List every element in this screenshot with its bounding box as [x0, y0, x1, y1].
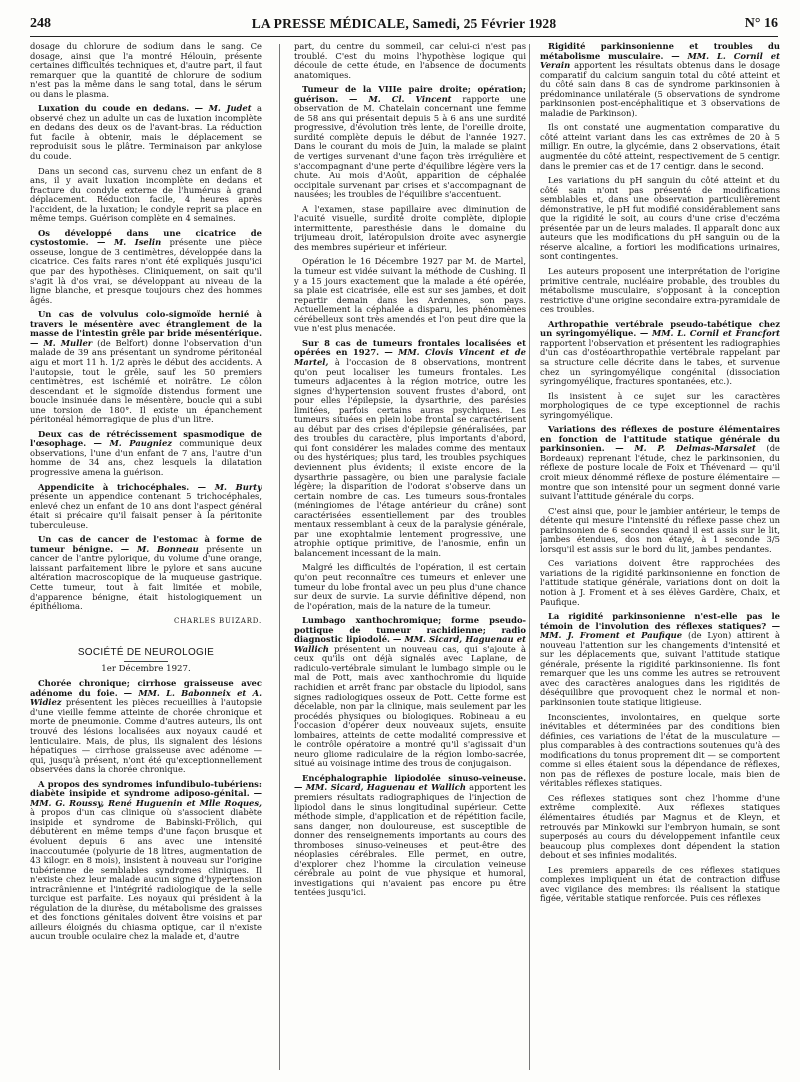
- article-author: — MM. Sicard, Haguenau et Wallich: [294, 782, 466, 793]
- article-paragraph: Malgré les difficultés de l'opération, il est certain qu'on peut reconnaître ces tumeurs et enlever une tumeur du lobe frontal avec un peu plus d'une chance sur deux de survie. La survie définitive dépend, non de l'opération, mais de la nature de la tumeur.: [294, 562, 526, 611]
- article-continuation: part, du centre du sommeil, car celui-ci n'est pas troublé. C'est du moins l'hypothèse logique qui découle de cette étude, en l'absence de documents anatomiques.: [294, 42, 526, 80]
- article-reflexes-posture: [540, 425, 780, 501]
- article-body: à propos d'un cas clinique où s'associent diabète insipide et syndrome de Babinski-Frölich, qui débutèrent en même temps d'une façon brusque et évoluent depuis 6 ans avec une intensité inaccoutumée (polyurie de 18 litres, augmentation de 43 kilogr. en 8 mois), insistent à nouveau sur l'origine tubérienne de semblables syndromes cliniques. Il n'existe chez leur malade aucun signe d'hypertension intracrânienne et l'intégrité radiologique de la selle turcique est parfaite. Les noyaux qui président à la régulation de la diurèse, du métabolisme des graisses et des fonctions génitales doivent être voisins et par ailleurs éloignés du chiasma optique, car il n'existe aucun trouble oculaire chez la malade et, d'autre: [30, 807, 262, 942]
- column-middle: [294, 42, 526, 1072]
- article-author: — M. Iselin: [96, 237, 162, 248]
- article-author: — MM. L. Babonneix et A. Widiez: [30, 687, 262, 708]
- article-author: — M. Paugniez: [93, 438, 173, 449]
- article-rigidite-reflexes: [540, 612, 780, 707]
- article-paragraph: Opération le 16 Décembre 1927 par M. de Martel, la tumeur est vidée suivant la méthode de Cushing. Il y a 15 jours exactement que la malade a été opérée, sa plaie est cicatrisée, elle est sur ses jambes, et doit repartir demain dans les Ardennes, son pays. Actuellement la céphalée a disparu, les phénomènes cérébelleux sont très amendés et l'on peut dire que la vue n'est plus menacée.: [294, 256, 526, 334]
- article-arthropathie: [540, 320, 780, 387]
- article-os-cicatrice: [30, 229, 262, 305]
- article-cancer-estomac: [30, 535, 262, 611]
- article-author: — MM. L. Cornil et Verain: [540, 50, 780, 71]
- article-paragraph: C'est ainsi que, pour le jambier antérieur, le temps de détente qui mesure l'intensité du réflexe passe chez un parkinsonien de 6 secondes quand il est assis sur le lit, jambes étendues, dos non étayé, à 1 seconde 3/5 lorsqu'il est assis sur le bord du lit, jambes pendantes.: [540, 505, 780, 554]
- article-heading: Luxation du coude en dedans.: [38, 103, 190, 114]
- column-right: [540, 42, 780, 1072]
- article-body: présentent un nouveau cas, qui s'ajoute à ceux qu'ils ont déjà signalés avec Laplane, de radiculo-vertébrale simulant le lumbago simple ou le mal de Pott, mais avec xanthochromie du liquide rachidien et arrêt franc par obstacle du lipiodol, sans signes radiologiques osseux de Pott. Cette forme est décelable, non par la clinique, mais seulement par les procédés physiques ou biologiques. Robineau a eu l'occasion d'opérer deux nouveaux sujets, ensuite lombaires, atteints de cette modalité compressive et le contrôle opératoire a montré qu'il s'agissait d'un neuro gliome radiculaire de la région lombo-sacrée, situé au voisinage intime des trous de conjugaison.: [294, 643, 526, 769]
- article-body: présentent les pièces recueillies à l'autopsie d'une vieille femme atteinte de chorée chronique et morte de pneumonie. Comme d'autres auteurs, ils ont trouvé des lésions localisées aux noyaux caudé et lenticulaire. Mais, de plus, ils signalent des lésions hépatiques — cirrhose graisseuse avec adénome — qui, jusqu'à présent, n'ont été qu'exceptionnellement observées dans la chorée chronique.: [30, 697, 262, 775]
- column-divider: [279, 44, 280, 1070]
- page-header: [30, 14, 778, 37]
- article-paragraph: Ils insistent à ce sujet sur les caractères morphologiques de ce type exceptionnel de rachis syringomyélique.: [540, 390, 780, 420]
- article-author: — MM. J. Froment et Paufique: [540, 620, 780, 641]
- article-body: a observé chez un adulte un cas de luxation incomplète en dedans des deux os de l'avant-bras. La réduction fut facile à obtenir, mais le déplacement se reproduisit sous le plâtre. Terminaison par ankylose du coude.: [30, 103, 262, 162]
- article-heading: Rigidité parkinsonienne et troubles du métabolisme musculaire.: [540, 42, 780, 61]
- report-signature: CHARLES BUIZARD.: [174, 616, 262, 625]
- article-paragraph: Dans un second cas, survenu chez un enfant de 8 ans, il y avait luxation incomplète en dedans et fracture du condyle externe de l'humérus à grand déplacement. Réduction facile, 4 heures après l'accident, de la luxation; le condyle reprit sa place en même temps. Guérison complète en 4 semaines.: [30, 165, 262, 224]
- article-lumbago: [294, 616, 526, 769]
- article-author: — M. Burty: [197, 481, 262, 492]
- article-body: apportent les résultats obtenus dans le dosage comparatif du calcium sanguin total du côté atteint et du côté sain dans 8 cas de syndrome parkinsonien à prédominance unilatérale (5 observations de syndrome parkinsonien post-encéphalitique et 3 observations de maladie de Parkinson).: [540, 60, 780, 118]
- article-heading: Un cas de volvulus colo-sigmoïde hernié à travers le mésentère avec étranglement de la masse de l'intestin grêle par bride mésentérique.: [30, 309, 262, 339]
- article-luxation-coude: [30, 104, 262, 161]
- article-paragraph: Inconscientes, involontaires, en quelque sorte inévitables et déterminées par des conditions bien définies, ces variations de l'état de la musculature — plus comparables à des contractions soutenues qu'à des modifications du tonus proprement dit — se comportent comme si elles étaient sous la dépendance de réflexes, non pas de réflexes de posture locale, mais bien de véritables réflexes statiques.: [540, 711, 780, 789]
- article-body: rapportent l'observation et présentent les radiographies d'un cas d'ostéoarthropathie vertébrale rappelant par sa structure celle décrite dans le tabes, et survenue chez un syringomyélique congénital (dissociation syringomyélique, fractures spontanées, etc.).: [540, 337, 780, 387]
- article-body: communique deux observations, l'une d'un enfant de 7 ans, l'autre d'un homme de 34 ans, chez lesquels la dilatation progressive amena la guérison.: [30, 438, 262, 477]
- article-heading: Lumbago xanthochromique; forme pseudo-pottique de tumeur rachidienne; radio diagnostic lipiodolé.: [294, 615, 526, 645]
- article-body: à l'occasion de 8 observations, montrent qu'on peut localiser les tumeurs frontales. Les tumeurs adjacentes à la région motrice, outre les signes d'hypertension souvent frustes d'abord, ont pour elles l'épilepsie, la dysarthrie, des parésies limitées, parfois certains auras psychiques. Les tumeurs situées en plein lobe frontal se caractérisent au début par des crises d'épilepsie généralisées, par des troubles du caractère, plus importants d'abord, qui font considérer les malades comme des mentaux ou des hystériques; plus tard, les troubles psychiques deviennent plus évidents; il existe encore de la dysarthrie passagère, ou bien une paralysie faciale légère; la disparition de l'odorat s'observe dans un certain nombre de cas. Les tumeurs sous-frontales (méningiomes de l'étage antérieur du crâne) sont caractérisées essentiellement par des troubles mentaux ressemblant à ceux de la paralysie générale, par une exophtalmie lentement progressive, une atrophie optique primitive, de l'anosmie, enfin un balancement incessant de la main.: [294, 356, 526, 558]
- article-heading: Un cas de cancer de l'estomac à forme de tumeur bénigne.: [30, 534, 262, 554]
- article-author: — MM. L. Cornil et Francfort: [639, 328, 780, 339]
- article-body: présente un cancer de l'antre pylorique, du volume d'une orange, laissant parfaitement libre le pylore et sans aucune altération macroscopique de la muqueuse gastrique. Cette tumeur, tout à fait limitée et mobile, d'apparence bénigne, était histologiquement un épithélioma.: [30, 543, 262, 612]
- article-heading: Chorée chronique; cirrhose graisseuse avec adénome du foie.: [30, 678, 262, 698]
- article-author: — M. Judet: [194, 103, 252, 114]
- article-appendicite: [30, 483, 262, 531]
- article-heading: A propos des syndromes infundibulo-tubériens: diabète insipide et syndrome adiposo-génital.: [30, 778, 262, 799]
- article-tumeur-viii: [294, 85, 526, 200]
- article-heading: Sur 8 cas de tumeurs frontales localisées et opérées en 1927.: [294, 337, 526, 358]
- article-infundibulo: [30, 780, 262, 942]
- article-body: (de Belfort) donne l'observation d'un malade de 39 ans présentant un syndrome péritonéal aigu et mort 11 h. 1/2 après le début des accidents. A l'autopsie, tout le grêle, sauf les 50 premiers centimètres, est ischémié et noirâtre. Le côlon descendant et le sigmoïde distendus forment une boucle insinuée dans le mésentère, boucle qui a subi une torsion de 180°. Il existe un épanchement péritonéal hémorragique de plus d'un litre.: [30, 337, 262, 425]
- article-heading: Os développé dans une cicatrice de cystostomie.: [30, 227, 262, 248]
- article-author: — M. Muller: [30, 337, 93, 348]
- article-author: — MM. Sicard, Haguenau et Wallich: [294, 634, 526, 654]
- article-author: — MM. G. Roussy, René Huguenin et Mlle Roques,: [30, 788, 262, 808]
- society-heading: SOCIÉTÉ DE NEUROLOGIE: [77, 647, 215, 659]
- article-paragraph: Ces variations doivent être rapprochées des variations de la rigidité parkinsonienne en fonction de l'attitude statique générale, variations dont on doit la notion à J. Froment et à ses élèves Gardère, Chaix, et Paufique.: [540, 558, 780, 607]
- article-heading: Appendicite à trichocéphales.: [38, 481, 190, 492]
- page-number: 248: [30, 16, 51, 31]
- article-paragraph: A l'examen, stase papillaire avec diminution de l'acuité visuelle, surdité droite complète, diplopie intermittente, paresthésie dans le domaine du trijumeau droit, latéropulsion droite avec asynergie des membres supérieur et inférieur.: [294, 203, 526, 252]
- article-body: (de Bordeaux) reprenant l'étude, chez le parkinsonien, du réflexe de posture locale de Foix et Thévenard — qu'il croit mieux dénommé réflexe de posture élémentaire — montre que son intensité pour un segment donné varie suivant l'attitude générale du corps.: [540, 443, 780, 502]
- article-author: — M. P. Delmas-Marsalet: [615, 443, 756, 454]
- article-tumeurs-frontales: [294, 339, 526, 559]
- article-oesophage: [30, 430, 262, 478]
- article-paragraph: Les auteurs proposent une interprétation de l'origine primitive centrale, nucléaire probable, des troubles du métabolisme musculaire, s'opposant à la conception restrictive d'une origine secondaire extra-pyramidale de ces troubles.: [540, 266, 780, 315]
- article-paragraph: Les variations du pH sanguin du côté atteint et du côté sain n'ont pas présenté de modifications semblables et, dans une observation particulièrement démonstrative, le pH fut modifié considérablement sans que la rigidité le soit, au cours d'une crise d'eczéma présentée par un de leurs malades. Il apparaît donc aux auteurs que les modifications du pH sanguin ou de la réserve alcaline, a fortiori les modifications urinaires, sont contingentes.: [540, 175, 780, 262]
- article-author: — M. Cl. Vincent: [349, 93, 452, 104]
- article-body: (de Lyon) attirent à nouveau l'attention sur les changements d'intensité et sur les déplacements que, suivant l'attitude statique générale, présente la rigidité parkinsonienne. Ils font remarquer que les uns comme les autres se retrouvent avec des caractères analogues dans les rigidités de déséquilibre que provoquent chez le normal et non-parkinsonien toute statique litigieuse.: [540, 630, 780, 707]
- article-body: présente un appendice contenant 5 trichocéphales, enlevé chez un enfant de 10 ans dont l'aspect général était si précaire qu'il faisait penser à la péritonite tuberculeuse.: [30, 491, 262, 530]
- column-left: [30, 42, 262, 1072]
- article-heading: Tumeur de la VIIIe paire droite; opération; guérison.: [294, 84, 526, 104]
- session-date: 1er Décembre 1927.: [101, 663, 191, 674]
- article-heading: Encéphalographie lipiodolée sinuso-veineuse.: [302, 772, 526, 783]
- article-author: — M. Bonneau: [120, 543, 199, 554]
- article-paragraph: Les premiers appareils de ces réflexes statiques complexes impliquent un état de contraction diffuse avec vigilance des membres: ils réalisent la statique figée, véritable statique renforcée. Puis ces réflexes: [540, 864, 780, 904]
- article-body: rapporte une observation de M. Chatelain concernant une femme de 58 ans qui présentait depuis 5 à 6 ans une surdité progressive, d'évolution très lente, de l'oreille droite, surdité complète depuis le début de l'année 1927. Dans le courant du mois de Juin, la malade se plaint de vertiges survenant d'une façon très irrégulière et s'accompagnant d'une perte d'équilibre légère vers la chute. Au mois d'Août, apparition de céphalée occipitale survenant par crises et s'accompagnant de nausées; les troubles de l'équilibre s'accentuent.: [294, 93, 526, 200]
- article-heading: Arthropathie vertébrale pseudo-tabétique chez un syringomyélique.: [540, 318, 780, 339]
- article-continuation: dosage du chlorure de sodium dans le sang. Ce dosage, ainsi que l'a montré Hélouin, présente certaines difficultés techniques et, d'autre part, il faut remarquer que la quantité de chlorure de sodium n'est pas la même dans le sang total, dans le sérum ou dans le plasma.: [30, 42, 262, 99]
- article-choree: [30, 679, 262, 774]
- article-paragraph: Ils ont constaté une augmentation comparative du côté atteint variant dans les cas extrêmes de 20 à 5 milligr. En outre, la glycémie, dans 2 observations, était augmentée du côté atteint, respectivement de 5 centigr. dans le premier cas et de 17 centigr. dans le second.: [540, 122, 780, 171]
- article-encephalographie: [294, 774, 526, 898]
- article-volvulus: [30, 310, 262, 425]
- article-author: — MM. Clovis Vincent et de Martel,: [294, 347, 526, 367]
- issue-number: N° 16: [744, 16, 778, 31]
- article-heading: Variations des réflexes de posture élémentaires en fonction de l'attitude statique générale du parkinsonien.: [540, 424, 780, 454]
- article-heading: La rigidité parkinsonienne n'est-elle pas le témoin de l'involution des réflexes statiques?: [540, 611, 780, 631]
- article-rigidite-metabolisme: [540, 42, 780, 118]
- article-body: apportent les premiers résultats radiographiques de l'injection de lipiodol dans le sinus longitudinal supérieur. Cette méthode simple, d'application et de répétition facile, sans danger, non douloureuse, est susceptible de donner des renseignements importants au cours des thromboses sinuso-veineuses et peut-être des néoplasies cérébrales. Elle permet, en outre, d'explorer chez l'homme la circulation veineuse cérébrale au point de vue physique et humoral, investigations qui n'avaient pas encore pu être tentées jusqu'ici.: [294, 782, 526, 898]
- article-paragraph: Ces réflexes statiques sont chez l'homme d'une extrême complexité. Aux réflexes statiques élémentaires étudiés par Magnus et de Kleyn, et retrouvés par Minkowki sur l'embryon humain, se sont superposés au cours du développement infantile ceux beaucoup plus complexes dont dépendent la station debout et ses infinies modalités.: [540, 792, 780, 861]
- column-divider: [529, 44, 530, 1070]
- journal-title: LA PRESSE MÉDICALE, Samedi, 25 Février 1928: [251, 16, 557, 31]
- article-heading: Deux cas de rétrécissement spasmodique de l'œsophage.: [30, 428, 262, 449]
- article-body: présente une pièce osseuse, longue de 3 centimètres, développée dans la cicatrice. Ces faits rares n'ont été expliqués jusqu'ici que par des hypothèses. Cliniquement, on sait qu'il s'agit là d'os vrai, se développant au niveau de la ligne blanche, et presque toujours chez des hommes âgés.: [30, 237, 262, 305]
- heading-rule: [124, 661, 168, 662]
